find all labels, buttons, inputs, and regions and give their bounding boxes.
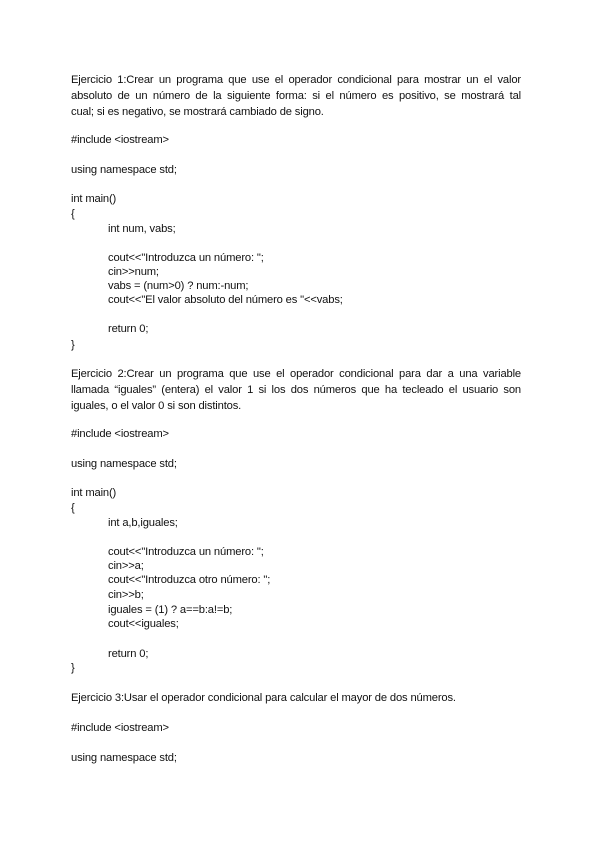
ex2-open-brace: { — [71, 502, 75, 514]
ex1-include: #include <iostream> — [71, 134, 169, 146]
ex3-statement-line-1: Ejercicio 3:Usar el operador condicional para calcular el mayor de dos números. — [71, 692, 456, 704]
ex1-statement-line-3: cual; si es negativo, se mostrará cambiado de signo. — [71, 106, 324, 118]
ex2-include: #include <iostream> — [71, 428, 169, 440]
ex2-statement-line-1: Ejercicio 2:Crear un programa que use el operador condicional para dar a una variable — [71, 368, 521, 380]
ex2-cin-b: cin>>b; — [108, 589, 144, 601]
ex2-close-brace: } — [71, 662, 75, 674]
ex2-statement-line-2: llamada “iguales” (entera) el valor 1 si los dos números que ha tecleado el usuario son — [71, 384, 521, 396]
ex1-declaration: int num, vabs; — [108, 223, 176, 235]
ex1-cout-result: cout<<"El valor absoluto del número es "<<vabs; — [108, 294, 343, 306]
ex1-statement-line-2: absoluto de un número de la siguiente forma: si el número es positivo, se mostrará tal — [71, 90, 521, 102]
ex2-statement-line-3: iguales, o el valor 0 si son distintos. — [71, 400, 242, 412]
ex1-main-signature: int main() — [71, 193, 117, 205]
ex1-cin: cin>>num; — [108, 266, 159, 278]
ex2-declaration: int a,b,iguales; — [108, 517, 178, 529]
ex1-close-brace: } — [71, 339, 75, 351]
ex1-statement-line-1: Ejercicio 1:Crear un programa que use el operador condicional para mostrar un el valor — [71, 74, 521, 86]
ex2-using: using namespace std; — [71, 458, 177, 470]
ex2-conditional: iguales = (1) ? a==b:a!=b; — [108, 604, 233, 616]
ex1-cout-prompt: cout<<"Introduzca un número: "; — [108, 252, 264, 264]
ex2-cin-a: cin>>a; — [108, 560, 144, 572]
ex1-return: return 0; — [108, 323, 149, 335]
ex1-using: using namespace std; — [71, 164, 177, 176]
ex2-return: return 0; — [108, 648, 149, 660]
ex2-cout-prompt-a: cout<<"Introduzca un número: "; — [108, 546, 264, 558]
ex2-cout-prompt-b: cout<<"Introduzca otro número: "; — [108, 574, 271, 586]
ex2-cout-result: cout<<iguales; — [108, 618, 179, 630]
ex1-conditional: vabs = (num>0) ? num:-num; — [108, 280, 249, 292]
ex2-main-signature: int main() — [71, 487, 117, 499]
ex3-include: #include <iostream> — [71, 722, 169, 734]
ex1-open-brace: { — [71, 208, 75, 220]
ex3-using: using namespace std; — [71, 752, 177, 764]
